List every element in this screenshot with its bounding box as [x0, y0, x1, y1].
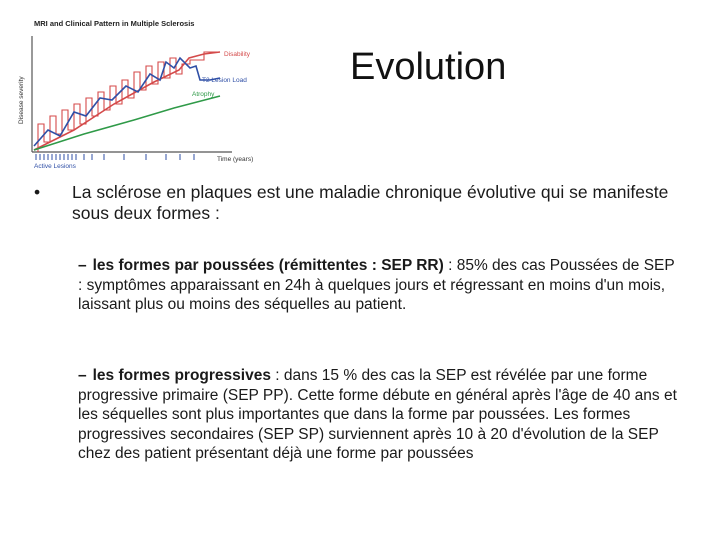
- progressive-title: les formes progressives: [92, 367, 271, 384]
- active-lesions-label: Active Lesions: [34, 163, 76, 170]
- sub-item-relapsing: [78, 256, 678, 315]
- active-lesion-markers: [36, 154, 194, 160]
- bullet-icon: •: [34, 182, 41, 202]
- figure-title: MRI and Clinical Pattern in Multiple Sclerosis: [34, 19, 195, 28]
- relapsing-title: les formes par poussées (rémittentes : SEP RR): [92, 257, 444, 274]
- legend-t2: T2 Lesion Load: [202, 77, 247, 84]
- slide-title: Evolution: [350, 46, 507, 88]
- dash-icon: –: [78, 367, 87, 384]
- figure-xlabel: Time (years): [217, 156, 254, 163]
- sub-item-progressive: [78, 366, 678, 464]
- figure-ylabel: Disease severity: [18, 76, 25, 124]
- t2-lesion-line: [34, 58, 220, 146]
- mri-clinical-figure: [14, 12, 276, 170]
- legend-disability: Disability: [224, 51, 251, 58]
- main-bullet: [34, 182, 684, 224]
- relapsing-text: : 85% des cas Poussées de SEP : symptômes apparaissant en 24h à quelques jours et régressant en moins d'un mois, laissant plus ou moins des séquelles au patient.: [78, 257, 675, 313]
- dash-icon: –: [78, 257, 87, 274]
- legend-atrophy: Atrophy: [192, 91, 215, 98]
- progressive-text: : dans 15 % des cas la SEP est révélée par une forme progressive primaire (SEP PP). Cette forme débute en général après l'âge de 40 ans et les séquelles sont plus importantes que dans la forme par poussées. Les formes progressives secondaires (SEP SP) surviennent après 10 à 20 d'évolution de la SEP chez des patient présentant déjà une forme par poussées: [78, 367, 677, 462]
- bullet-text: La sclérose en plaques est une maladie chronique évolutive qui se manifeste sous deux formes :: [72, 182, 669, 223]
